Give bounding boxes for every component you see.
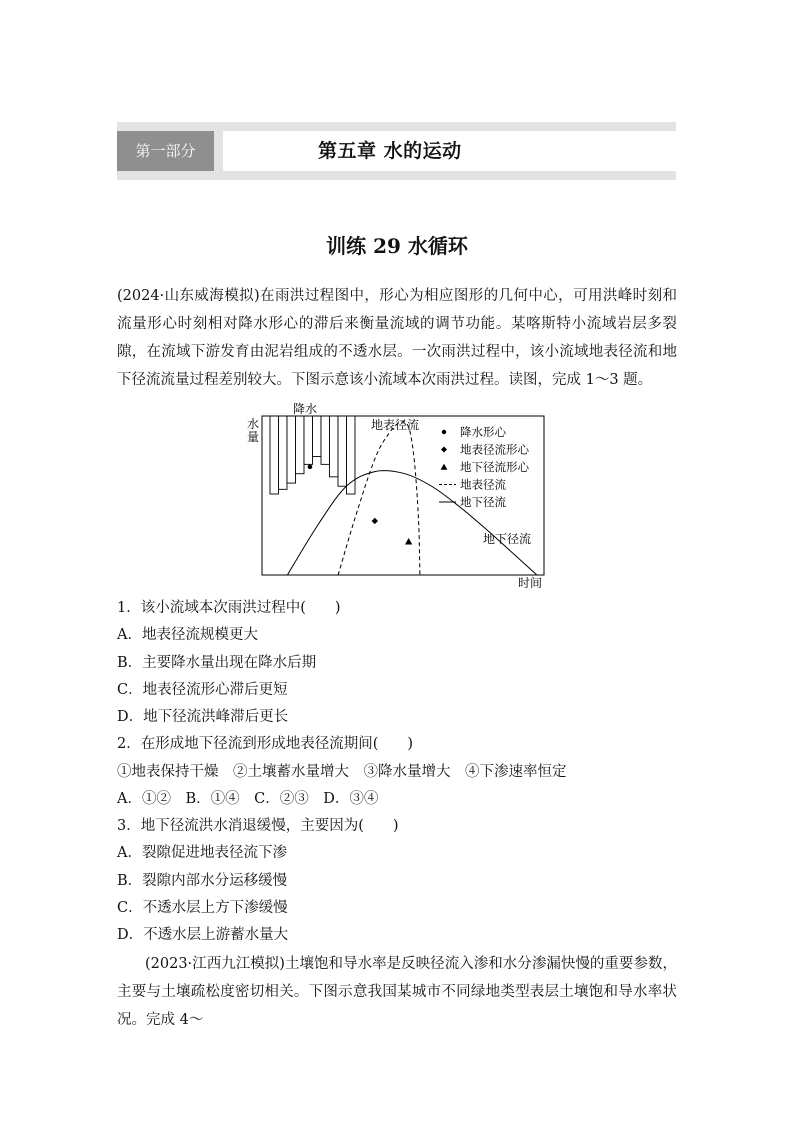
groundwater-curve-label: 地下径流 xyxy=(483,532,532,546)
legend-label: 地下径流形心 xyxy=(460,460,529,474)
hydrograph-chart xyxy=(240,398,550,590)
legend-label: 地表径流 xyxy=(460,477,506,492)
x-axis-label: 时间 xyxy=(518,576,543,590)
question-3-option-d: D．不透水层上游蓄水量大 xyxy=(117,927,289,943)
precip-bar xyxy=(313,416,322,457)
precip-bar xyxy=(296,416,305,474)
legend-label: 降水形心 xyxy=(460,425,506,439)
precip-bar xyxy=(304,416,313,464)
groundwater-centroid-marker xyxy=(405,538,412,544)
chart-legend xyxy=(439,425,529,509)
question-1-option-c: C．地表径流形心滞后更短 xyxy=(117,682,288,698)
hydrograph-figure xyxy=(240,398,550,590)
legend-label: 地表径流形心 xyxy=(460,442,529,457)
legend-marker xyxy=(441,464,448,470)
precip-bar xyxy=(330,416,339,477)
chapter-title: 第五章 水的运动 xyxy=(318,140,462,162)
legend-marker xyxy=(441,447,447,453)
legend-marker xyxy=(442,430,446,434)
question-3-stem: 3．地下径流洪水消退缓慢，主要因为( ) xyxy=(117,818,399,834)
precip-label: 降水 xyxy=(293,402,318,416)
surface-centroid-marker xyxy=(372,518,378,524)
question-2-stem: 2．在形成地下径流到形成地表径流期间( ) xyxy=(117,736,414,752)
question-1-option-b: B．主要降水量出现在降水后期 xyxy=(117,655,317,671)
training-title: 训练 29 水循环 xyxy=(326,234,468,258)
legend-label: 地下径流 xyxy=(460,495,506,509)
y-axis-label: 水量 xyxy=(247,417,260,444)
precip-bar xyxy=(270,416,279,494)
surface-curve-label: 地表径流 xyxy=(371,418,420,432)
part-label: 第一部分 xyxy=(117,131,214,171)
intro-paragraph-2: (2023·江西九江模拟)土壤饱和导水率是反映径流入渗和水分渗漏快慢的重要参数，主要与土壤疏松度密切相关。下图示意我国某城市不同绿地类型表层土壤饱和导水率状况。完成 4～ xyxy=(117,956,677,1028)
question-1-option-a: A．地表径流规模更大 xyxy=(117,627,258,643)
question-2-items: ①地表保持干燥 ②土壤蓄水量增大 ③降水量增大 ④下渗速率恒定 xyxy=(117,764,567,780)
precip-bar xyxy=(279,416,288,489)
question-3-option-b: B．裂隙内部水分运移缓慢 xyxy=(117,873,288,889)
intro-paragraph-1: (2024·山东威海模拟)在雨洪过程图中，形心为相应图形的几何中心，可用洪峰时刻和流量形心时刻相对降水形心的滞后来衡量流域的调节功能。某喀斯特小流域岩层多裂隙，在流域下游发育由泥岩组成的不透水层。一次雨洪过程中，该小流域地表径流和地下径流流量过程差别较大。下图示意该小流域本次雨洪过程。读图，完成 1～3 题。 xyxy=(117,288,677,388)
precip-bar xyxy=(287,416,296,483)
precip-bar xyxy=(321,416,330,464)
precip-centroid-marker xyxy=(308,465,313,470)
question-1-stem: 1．该小流域本次雨洪过程中( ) xyxy=(117,600,341,616)
precip-bar xyxy=(338,416,347,486)
question-2-options: A．①② B．①④ C．②③ D．③④ xyxy=(117,791,379,807)
question-3-option-c: C．不透水层上方下渗缓慢 xyxy=(117,900,288,916)
question-1-option-d: D．地下径流洪峰滞后更长 xyxy=(117,709,289,725)
question-3-option-a: A．裂隙促进地表径流下渗 xyxy=(117,845,287,861)
